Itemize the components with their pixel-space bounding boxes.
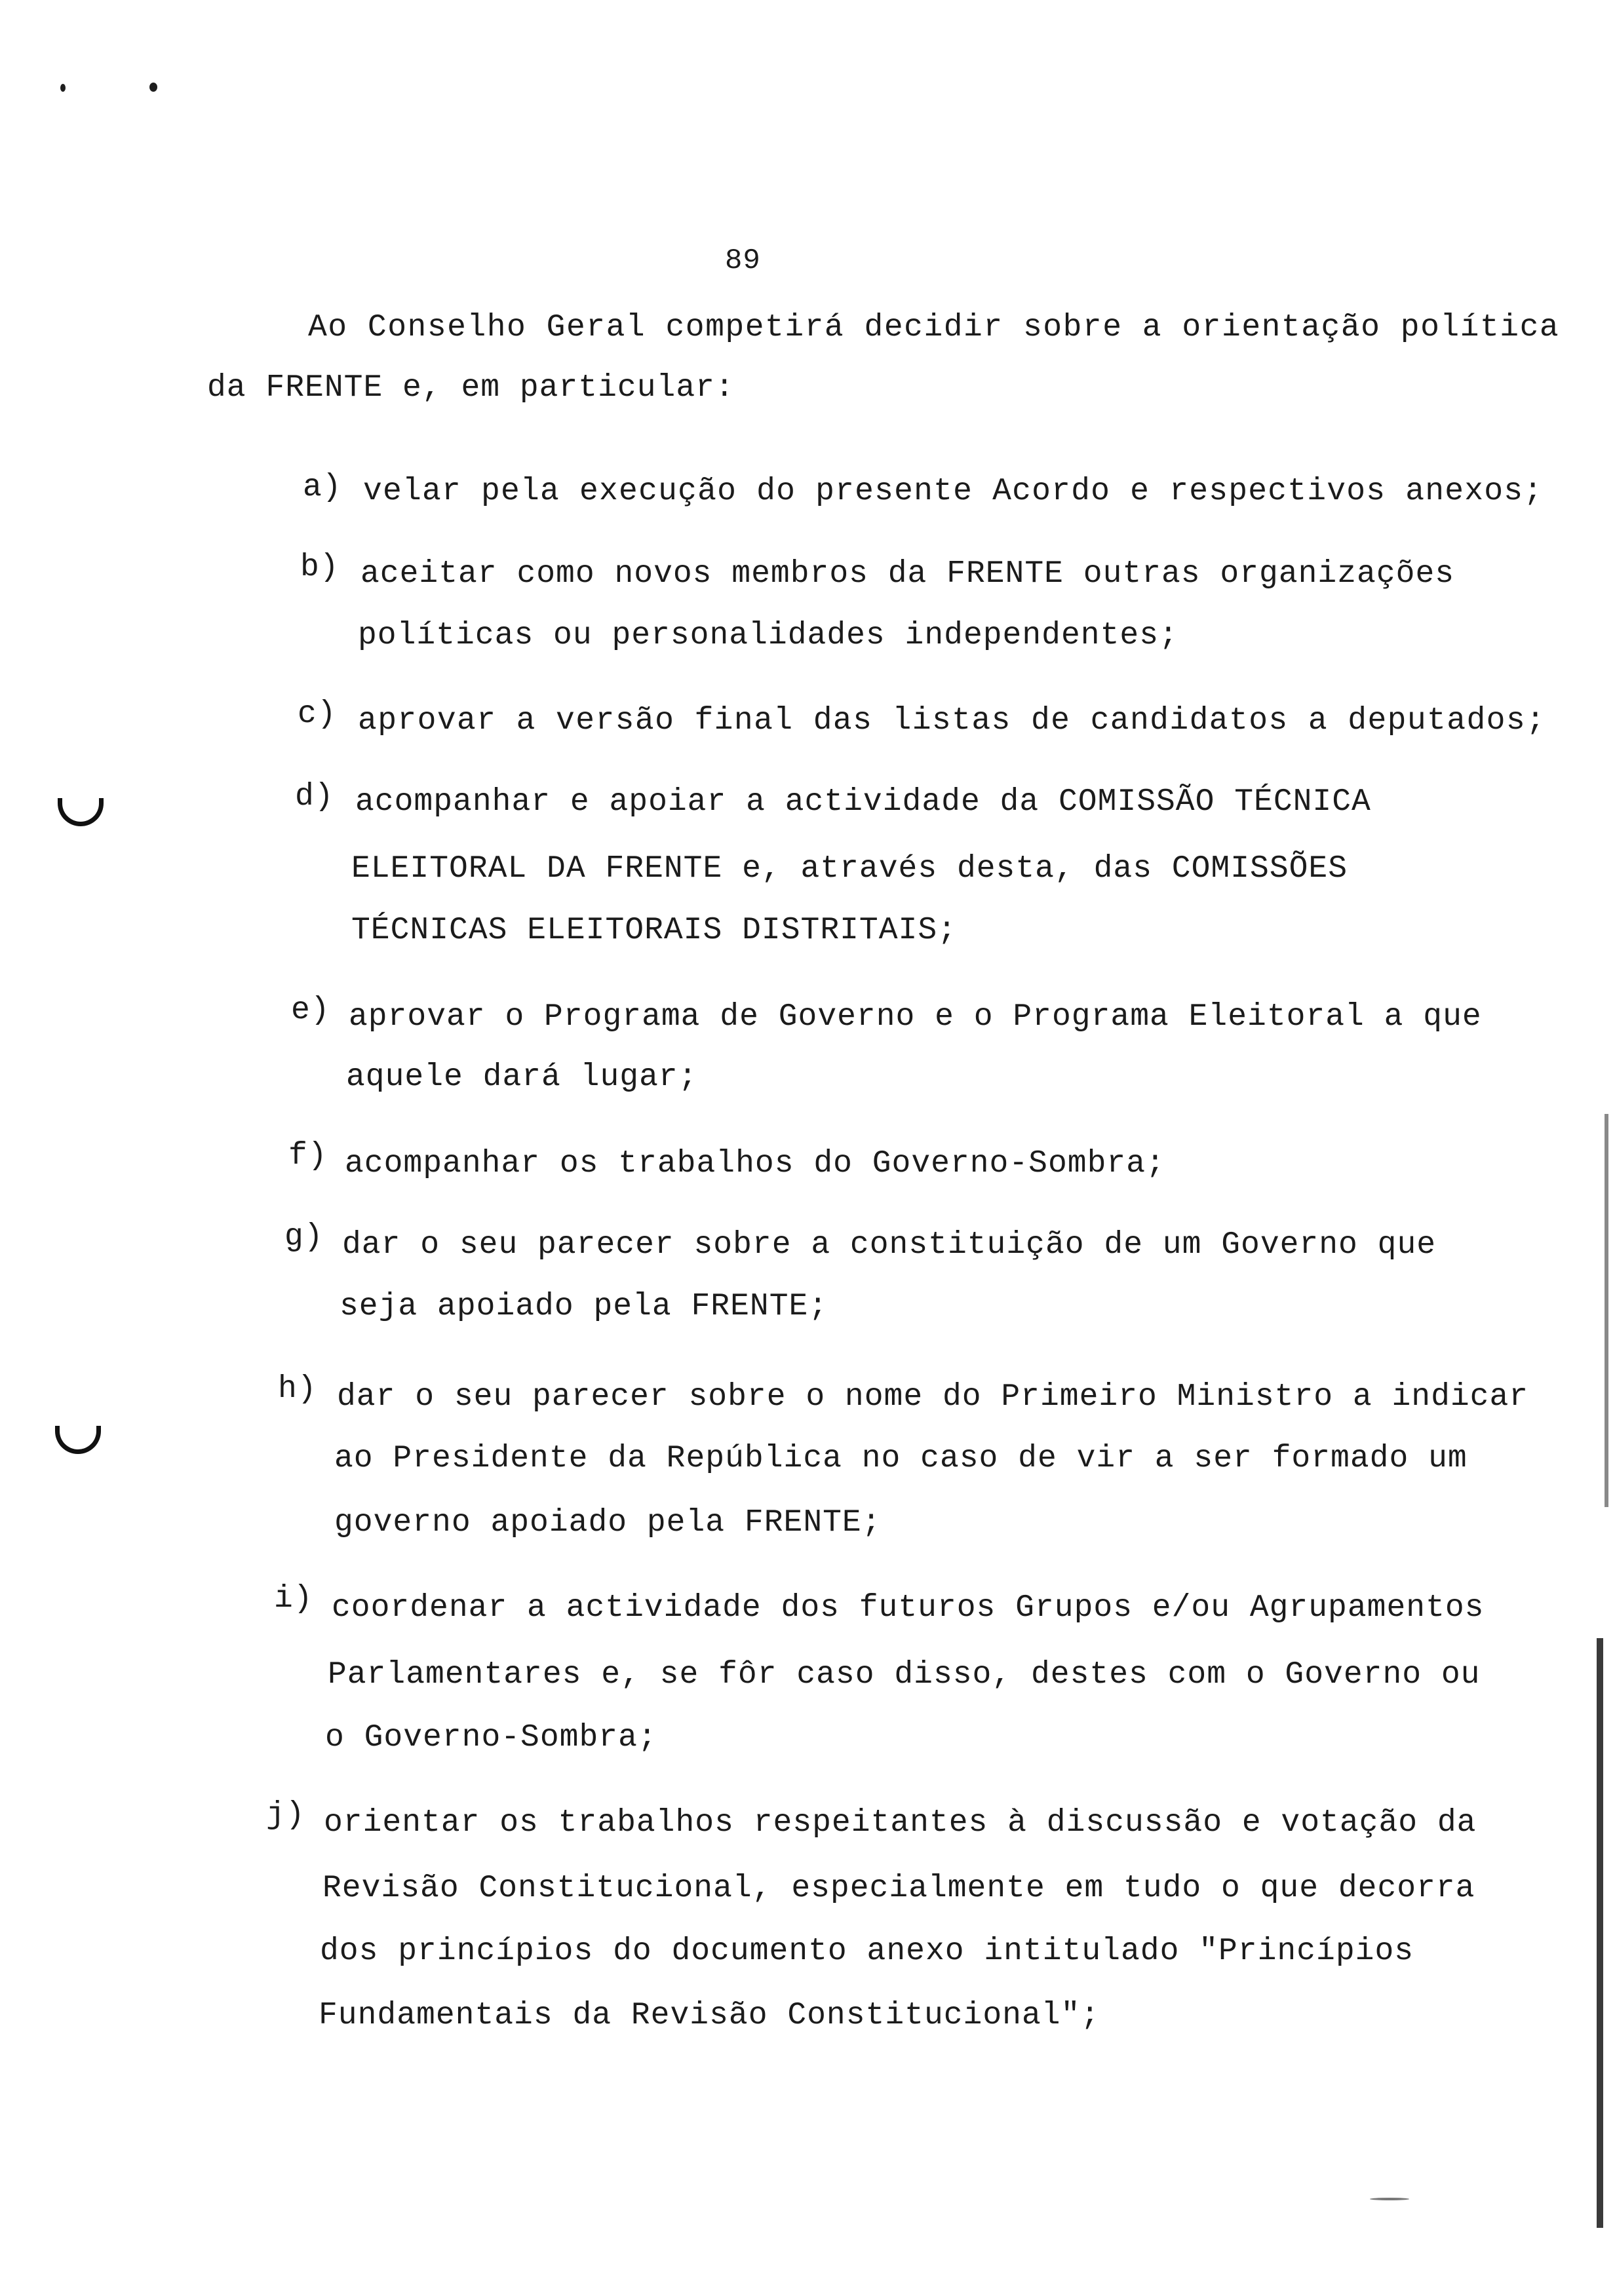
item-d-line-3: TÉCNICAS ELEITORAIS DISTRITAIS; xyxy=(351,913,957,948)
item-i-line-2: Parlamentares e, se fôr caso disso, destes com o Governo ou xyxy=(328,1657,1481,1693)
item-g-line-1: dar o seu parecer sobre a constituição de um Governo que xyxy=(342,1227,1437,1263)
scan-speck-top-left-2 xyxy=(149,83,157,92)
item-label-i: i) xyxy=(274,1581,313,1617)
item-d-line-1: acompanhar e apoiar a actividade da COMISSÃO TÉCNICA xyxy=(355,784,1371,820)
item-b-line-1: aceitar como novos membros da FRENTE outras organizações xyxy=(360,556,1455,592)
item-label-d: d) xyxy=(295,779,334,814)
item-label-f: f) xyxy=(288,1138,328,1174)
scan-speck-top-left xyxy=(60,84,66,92)
item-label-c: c) xyxy=(298,697,337,732)
item-i-line-3: o Governo-Sombra; xyxy=(325,1720,657,1755)
item-i-line-1: coordenar a actividade dos futuros Grupos e/ou Agrupamentos xyxy=(332,1590,1485,1626)
item-label-e: e) xyxy=(291,993,330,1028)
item-j-line-4: Fundamentais da Revisão Constitucional"; xyxy=(319,1998,1100,2033)
intro-line-2: da FRENTE e, em particular: xyxy=(207,370,735,406)
item-g-line-2: seja apoiado pela FRENTE; xyxy=(340,1289,828,1324)
margin-hook-mark-1 xyxy=(58,798,104,826)
item-label-j: j) xyxy=(266,1797,305,1833)
item-label-g: g) xyxy=(284,1219,324,1255)
intro-line-1: Ao Conselho Geral competirá decidir sobre a orientação política xyxy=(308,310,1560,345)
margin-hook-mark-2 xyxy=(55,1426,101,1454)
item-label-h: h) xyxy=(278,1371,317,1407)
item-e-line-1: aprovar o Programa de Governo e o Programa Eleitoral a que xyxy=(349,999,1482,1035)
scan-speck-right xyxy=(1370,2198,1409,2200)
item-e-line-2: aquele dará lugar; xyxy=(346,1060,698,1095)
page-number: 89 xyxy=(725,244,761,277)
item-b-line-2: políticas ou personalidades independentes; xyxy=(358,618,1178,653)
item-f-line-1: acompanhar os trabalhos do Governo-Sombra; xyxy=(345,1146,1165,1181)
scan-edge-right xyxy=(1597,1638,1603,2228)
item-a-line-1: velar pela execução do presente Acordo e respectivos anexos; xyxy=(363,474,1544,509)
item-j-line-2: Revisão Constitucional, especialmente em tudo o que decorra xyxy=(322,1871,1475,1906)
item-label-a: a) xyxy=(303,470,342,505)
item-h-line-2: ao Presidente da República no caso de vir a ser formado um xyxy=(334,1441,1468,1476)
item-h-line-1: dar o seu parecer sobre o nome do Primeiro Ministro a indicar xyxy=(337,1379,1529,1415)
item-j-line-1: orientar os trabalhos respeitantes à discussão e votação da xyxy=(324,1805,1477,1841)
item-c-line-1: aprovar a versão final das listas de candidatos a deputados; xyxy=(358,703,1546,738)
item-h-line-3: governo apoiado pela FRENTE; xyxy=(334,1505,882,1540)
item-d-line-2: ELEITORAL DA FRENTE e, através desta, das COMISSÕES xyxy=(351,851,1348,887)
item-j-line-3: dos princípios do documento anexo intitulado "Princípios xyxy=(320,1934,1414,1969)
scan-edge-right-2 xyxy=(1605,1114,1608,1507)
item-label-b: b) xyxy=(300,550,340,585)
